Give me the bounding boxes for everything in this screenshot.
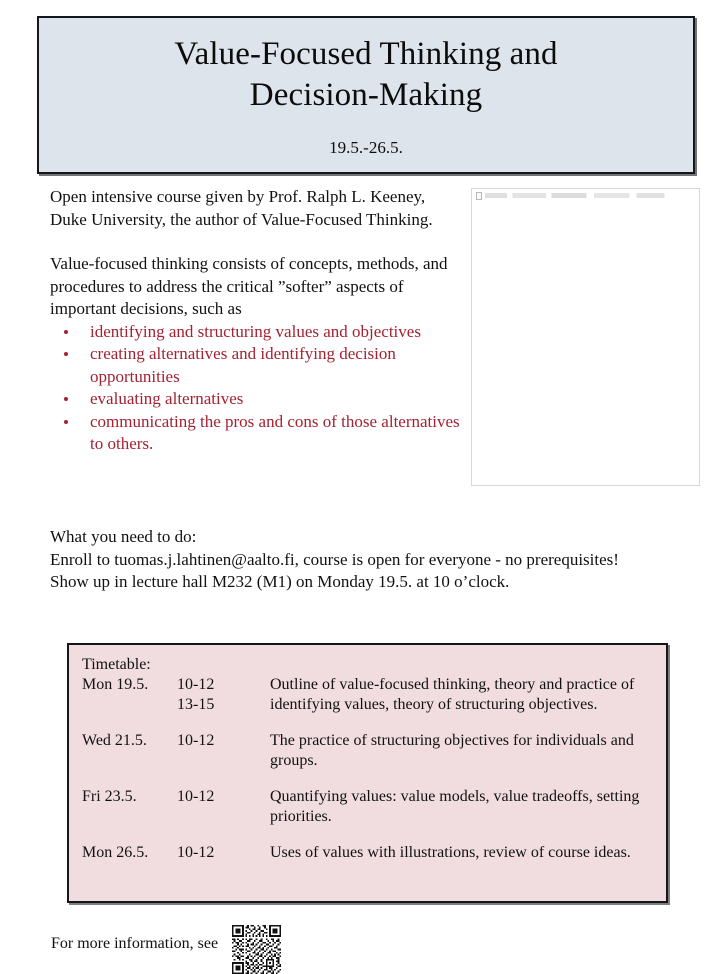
timetable-time-slot: 10-12 (177, 844, 215, 861)
list-item-label: evaluating alternatives (90, 389, 244, 408)
list-item-label: communicating the pros and cons of those alternatives to others. (90, 411, 460, 453)
bullet-dot-icon (64, 330, 68, 334)
list-item-label: creating alternatives and identifying decision opportunities (90, 344, 396, 386)
what-you-need-to-do-section (50, 526, 670, 594)
timetable-times (177, 731, 270, 770)
page-title-line-1: Value-Focused Thinking and (174, 36, 558, 72)
intro-column (50, 186, 460, 456)
table-row (82, 787, 666, 826)
list-item (50, 388, 460, 411)
timetable-time-slot: 10-12 (177, 788, 215, 805)
footer (51, 925, 281, 974)
timetable-day: Mon 19.5. (82, 676, 149, 693)
timetable-times (177, 787, 270, 826)
image-alt-text (485, 193, 670, 198)
todo-heading: What you need to do: (50, 527, 197, 546)
list-item-label: identifying and structuring values and objectives (90, 321, 421, 341)
timetable-time-slot: 13-15 (177, 695, 215, 713)
table-row (82, 731, 666, 770)
intro-paragraph-2: Value-focused thinking consists of concepts, methods, and procedures to address the critical ”softer” aspects of important decisions, such as (50, 254, 448, 318)
table-row (82, 843, 666, 863)
list-item (50, 343, 460, 388)
page-title-line-2: Decision-Making (249, 77, 483, 113)
todo-showup-line: Show up in lecture hall M232 (M1) on Monday 19.5. at 10 o’clock. (50, 572, 510, 591)
footer-label: For more information, see (51, 935, 219, 952)
timetable-day: Mon 26.5. (82, 844, 149, 861)
timetable-day: Wed 21.5. (82, 732, 147, 749)
course-dates: 19.5.-26.5. (329, 138, 403, 157)
timetable-description: The practice of structuring objectives for individuals and groups. (270, 732, 634, 769)
timetable-time-slot: 10-12 (177, 732, 215, 749)
timetable-time-slot: 10-12 (177, 676, 215, 693)
title-banner (37, 16, 695, 174)
bullet-dot-icon (64, 397, 68, 401)
image-placeholder (471, 188, 700, 486)
qr-code-icon[interactable] (232, 925, 281, 974)
bullet-dot-icon (64, 352, 68, 356)
list-item (50, 411, 460, 456)
list-item (50, 321, 460, 344)
timetable-box (67, 643, 668, 903)
broken-image-icon (476, 192, 482, 200)
timetable-day: Fri 23.5. (82, 788, 137, 805)
timetable-title: Timetable: (82, 656, 151, 673)
timetable-description: Uses of values with illustrations, review of course ideas. (270, 844, 631, 861)
value-aspects-list (50, 321, 460, 456)
timetable-description: Quantifying values: value models, value tradeoffs, setting priorities. (270, 788, 640, 825)
timetable-description: Outline of value-focused thinking, theory and practice of identifying values, theory of structuring objectives. (270, 676, 635, 713)
table-row (82, 675, 666, 714)
timetable-times (177, 843, 270, 863)
intro-paragraph-1: Open intensive course given by Prof. Ralph L. Keeney, Duke University, the author of Value-Focused Thinking. (50, 187, 433, 229)
todo-enroll-line: Enroll to tuomas.j.lahtinen@aalto.fi, course is open for everyone - no prerequisites! (50, 549, 619, 569)
bullet-dot-icon (64, 420, 68, 424)
timetable-times (177, 675, 270, 714)
